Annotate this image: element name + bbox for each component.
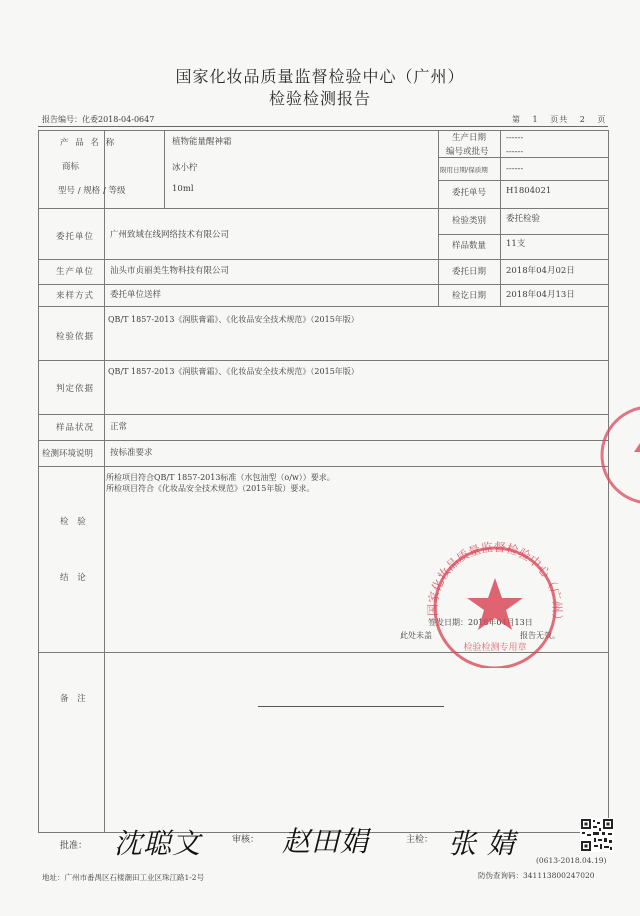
footer-verify-code: 防伪查询码：341113800247020: [478, 871, 595, 880]
stamp-note-prefix: 此处未盖: [400, 631, 432, 640]
row-line-6: [38, 414, 608, 415]
order-no-label: 委托单号: [452, 188, 487, 198]
approve-label: 批准：: [60, 841, 88, 851]
report-title: 国家化妆品质量监督检验中心（广州）: [175, 67, 465, 86]
condition-value: 正常: [110, 422, 128, 432]
env-value: 按标准要求: [110, 448, 153, 458]
row-line-2: [38, 259, 608, 260]
report-subtitle: 检验检测报告: [268, 89, 371, 108]
order-date-label: 委托日期: [452, 267, 487, 277]
prod-date-label: 生产日期: [452, 133, 487, 143]
batch-value: ------: [506, 147, 524, 157]
sample-qty-value: 11支: [506, 239, 526, 249]
row-line-8: [38, 466, 608, 467]
manufacturer-label: 生产单位: [56, 267, 95, 277]
table-border-left: [38, 130, 39, 832]
review-label: 审核：: [232, 835, 260, 845]
inspection-type-value: 委托检验: [506, 214, 541, 224]
qr-code-icon: [580, 818, 614, 852]
trademark-value: 冰小柠: [172, 163, 198, 173]
row-line-top: [38, 130, 608, 131]
page-label-3: 页: [597, 115, 607, 124]
sample-qty-label: 样品数量: [452, 241, 487, 251]
official-seal: [420, 538, 570, 668]
order-no-value: H1804021: [506, 186, 552, 196]
remarks-label: 备 注: [60, 694, 89, 704]
main-signature: 张 婧: [448, 827, 516, 860]
remarks-rule: [258, 706, 444, 707]
row-line-b: [438, 180, 608, 181]
col-divider-2: [164, 130, 165, 208]
footer-address: 地址：广州市番禺区石楼潮田工业区珠江路1-2号: [42, 873, 205, 882]
seam-seal: [600, 400, 640, 510]
row-line-7: [38, 440, 608, 441]
trademark-label: 商标: [62, 162, 80, 172]
row-line-c: [438, 234, 608, 235]
condition-label: 样品状况: [56, 423, 95, 433]
judge-label: 判定依据: [56, 384, 95, 394]
page-total: 2: [579, 115, 586, 124]
batch-label: 编号或批号: [446, 147, 489, 157]
page-indicator: [512, 114, 614, 125]
conclusion-label-2: 结 论: [60, 573, 89, 583]
footer-form-code: (0613-2018.04.19): [536, 856, 607, 865]
page-label-1: 第: [512, 115, 521, 124]
batch-sub-label: 限用日期/保质期: [440, 166, 488, 174]
model-value: 10ml: [172, 184, 194, 194]
col-divider-1: [104, 130, 105, 832]
conclusion-line-1: 所检项目符合QB/T 1857-2013标准（水包油型（o/w））要求。: [106, 473, 335, 482]
order-date-value: 2018年04月02日: [506, 266, 575, 276]
report-number: 报告编号：化委2018-04-0647: [42, 115, 155, 124]
seal-text: 国家化妆品质量监督检验中心（广州）: [425, 540, 565, 627]
review-signature: 赵田娟: [282, 825, 370, 858]
client-label: 委托单位: [56, 232, 95, 242]
sampling-label: 来样方式: [56, 291, 95, 301]
client-value: 广州致域在线网络技术有限公司: [110, 230, 230, 240]
page-label-2: 页共: [550, 115, 569, 124]
row-line-3: [38, 284, 608, 285]
product-name-value: 植物能量醒神霜: [172, 137, 232, 147]
row-line-4: [38, 306, 608, 307]
seal-star-icon: [467, 578, 523, 630]
row-line-5: [38, 360, 608, 361]
approve-signature: 沈聪文: [114, 827, 202, 860]
inspection-type-label: 检验类别: [452, 216, 487, 226]
sign-date-value: 2018年04月13日: [468, 618, 533, 627]
stamp-note-suffix: 报告无效。: [520, 631, 560, 640]
sign-date-prefix: 签发日期：: [428, 618, 468, 627]
row-line-1: [38, 208, 608, 209]
complete-date-value: 2018年04月13日: [506, 290, 575, 300]
judge-value: QB/T 1857-2013《润肤膏霜》、《化妆品安全技术规范》（2015年版）: [108, 367, 359, 376]
seal-sub-text: 检验检测专用章: [463, 643, 527, 653]
conclusion-line-2: 所检项目符合《化妆品安全技术规范》（2015年版）要求。: [106, 484, 315, 493]
manufacturer-value: 汕头市贞丽美生物科技有限公司: [110, 266, 230, 276]
prod-date-value: ------: [506, 133, 524, 143]
basis-value: QB/T 1857-2013《润肤膏霜》、《化妆品安全技术规范》（2015年版）: [108, 315, 359, 324]
product-name-label: 产 品 名 称: [60, 138, 117, 148]
sampling-value: 委托单位送样: [110, 290, 162, 300]
batch-sub-value: ------: [506, 164, 524, 174]
page-current: 1: [532, 115, 539, 124]
conclusion-label-1: 检 验: [60, 517, 89, 527]
model-label: 型号 / 规格 / 等级: [58, 186, 126, 196]
env-label: 检测环境说明: [42, 449, 94, 459]
header-rule: [38, 126, 608, 127]
main-label: 主检：: [406, 835, 434, 845]
complete-date-label: 检讫日期: [452, 291, 487, 301]
basis-label: 检验依据: [56, 332, 95, 342]
